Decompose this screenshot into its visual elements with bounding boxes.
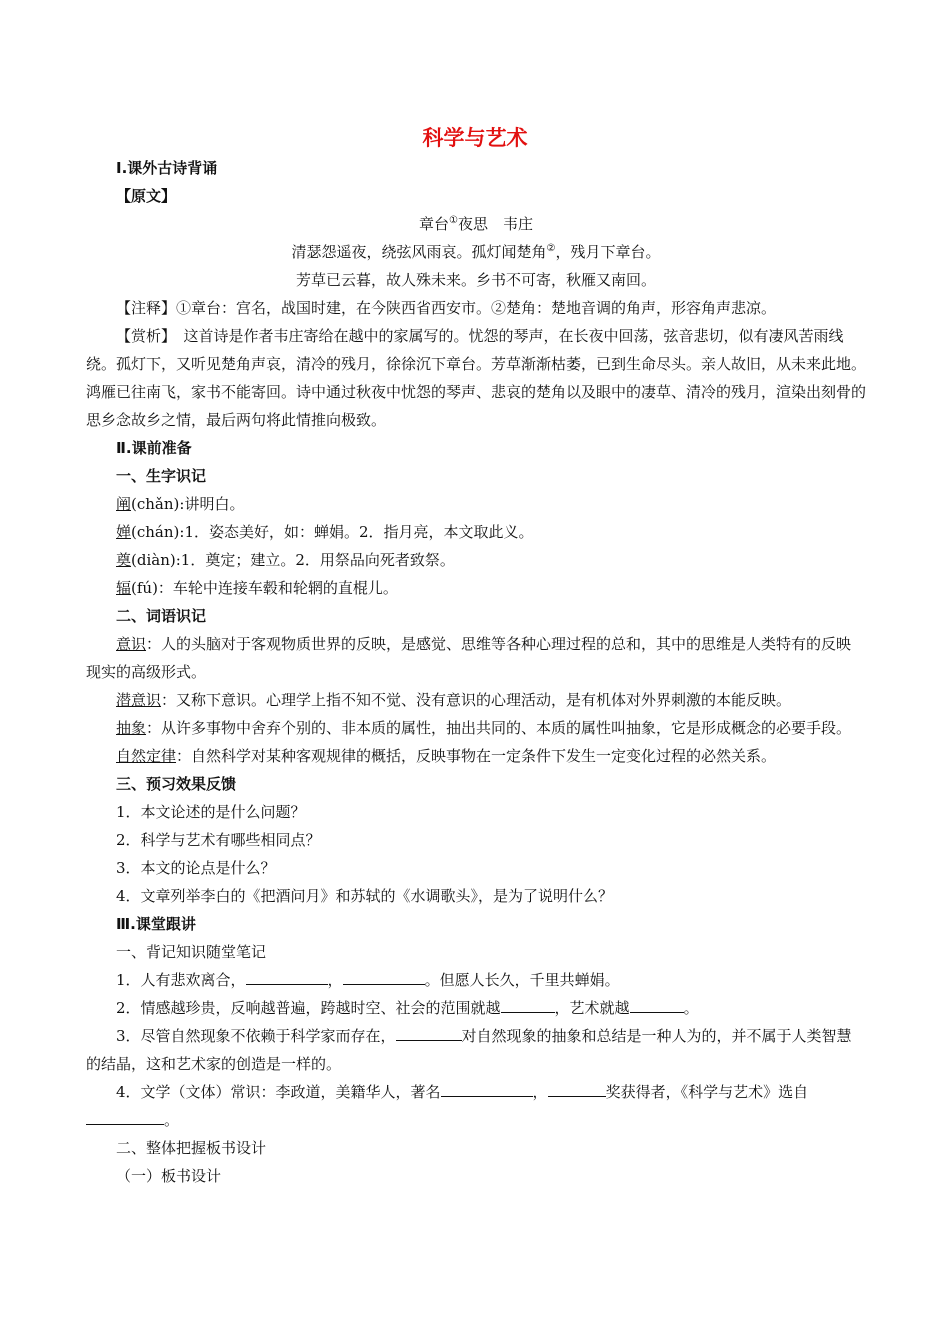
blank-field[interactable]	[630, 996, 684, 1013]
subheading-board-design: （一）板书设计	[116, 1167, 222, 1185]
subheading-feedback: 三、预习效果反馈	[116, 775, 237, 793]
subheading-notes: 一、背记知识随堂笔记	[116, 943, 267, 961]
term-item: 抽象：从许多事物中舍弃个别的、非本质的属性，抽出共同的、本质的属性叫抽象，它是形成概念的必要手段。	[116, 719, 852, 737]
char-item: 辐(fú)：车轮中连接车毂和轮辋的直棍儿。	[116, 579, 398, 597]
term-item: 潜意识：又称下意识。心理学上指不知不觉、没有意识的心理活动，是有机体对外界刺激的本能反映。	[116, 691, 792, 709]
blank-field[interactable]	[396, 1024, 462, 1041]
poem-appreciation: 【赏析】 这首诗是作者韦庄寄给在越中的家属写的。忧怨的琴声，在长夜中回荡，弦音悲切，似有凄风苦雨线绕。孤灯下，又听见楚角声哀，清冷的残月，徐徐沉下章台。芳草渐渐枯萎，已到生命尽头。亲人故旧，从未来此地。鸿雁已往南飞，家书不能寄回。诗中通过秋夜中忧怨的琴声、悲哀的楚角以及眼中的凄草、清冷的残月，渲染出刻骨的思乡念故乡之情，最后两句将此情推向极致。	[86, 327, 867, 429]
char-item: 阐(chǎn):讲明白。	[116, 495, 245, 513]
blank-field[interactable]	[441, 1080, 533, 1097]
yuanwen-label: 【原文】	[116, 187, 177, 205]
section-heading-2: Ⅱ.课前准备	[116, 439, 192, 457]
question-item: 1．本文论述的是什么问题？	[116, 803, 306, 821]
subheading-board: 二、整体把握板书设计	[116, 1139, 267, 1157]
blank-field[interactable]	[548, 1080, 606, 1097]
poem-notes: 【注释】①章台：宫名，战国时建，在今陕西省西安市。②楚角：楚地音调的角声，形容角声悲凉。	[116, 299, 777, 317]
char-item: 婵(chán):1．姿态美好，如：蝉娟。2．指月亮，本文取此义。	[116, 523, 534, 541]
poem-line-1: 清瑟怨遥夜，绕弦风雨哀。孤灯闻楚角②，残月下章台。	[291, 243, 661, 261]
poem-title: 章台①夜思 韦庄	[419, 215, 533, 233]
term-item: 自然定律：自然科学对某种客观规律的概括，反映事物在一定条件下发生一定变化过程的必然关系。	[116, 747, 777, 765]
subheading-terms: 二、词语识记	[116, 607, 207, 625]
question-item: 2．科学与艺术有哪些相同点？	[116, 831, 321, 849]
blank-field[interactable]	[501, 996, 555, 1013]
fill-item-1: 1．人有悲欢离合， ， 。但愿人长久，千里共蝉娟。	[86, 966, 866, 994]
poem-line-2: 芳草已云暮，故人殊未来。乡书不可寄，秋雁又南回。	[295, 271, 656, 289]
blank-field[interactable]	[246, 968, 328, 985]
question-item: 3．本文的论点是什么？	[116, 859, 276, 877]
blank-field[interactable]	[86, 1108, 164, 1125]
fill-item-2: 2．情感越珍贵，反响越普遍，跨越时空、社会的范围就越 ，艺术就越 。	[86, 994, 866, 1022]
page-title: 科学与艺术	[422, 126, 528, 150]
subheading-characters: 一、生字识记	[116, 467, 207, 485]
section-heading-1: Ⅰ.课外古诗背诵	[116, 159, 218, 177]
fill-item-4: 4．文学（文体）常识：李政道，美籍华人，著名 ， 奖获得者，《科学与艺术》选自。	[86, 1078, 866, 1134]
fill-item-3: 3．尽管自然现象不依赖于科学家而存在， 对自然现象的抽象和总结是一种人为的，并不属于人类智慧的结晶，这和艺术家的创造是一样的。	[86, 1022, 866, 1078]
term-item: 意识：人的头脑对于客观物质世界的反映，是感觉、思维等各种心理过程的总和，其中的思维是人类特有的反映现实的高级形式。	[86, 635, 852, 681]
section-heading-3: Ⅲ.课堂跟讲	[116, 915, 196, 933]
question-item: 4．文章列举李白的《把酒问月》和苏轼的《水调歌头》，是为了说明什么？	[116, 887, 614, 905]
char-item: 奠(diàn):1．奠定；建立。2．用祭品向死者致祭。	[116, 551, 455, 569]
document-body	[86, 154, 866, 1190]
blank-field[interactable]	[343, 968, 425, 985]
